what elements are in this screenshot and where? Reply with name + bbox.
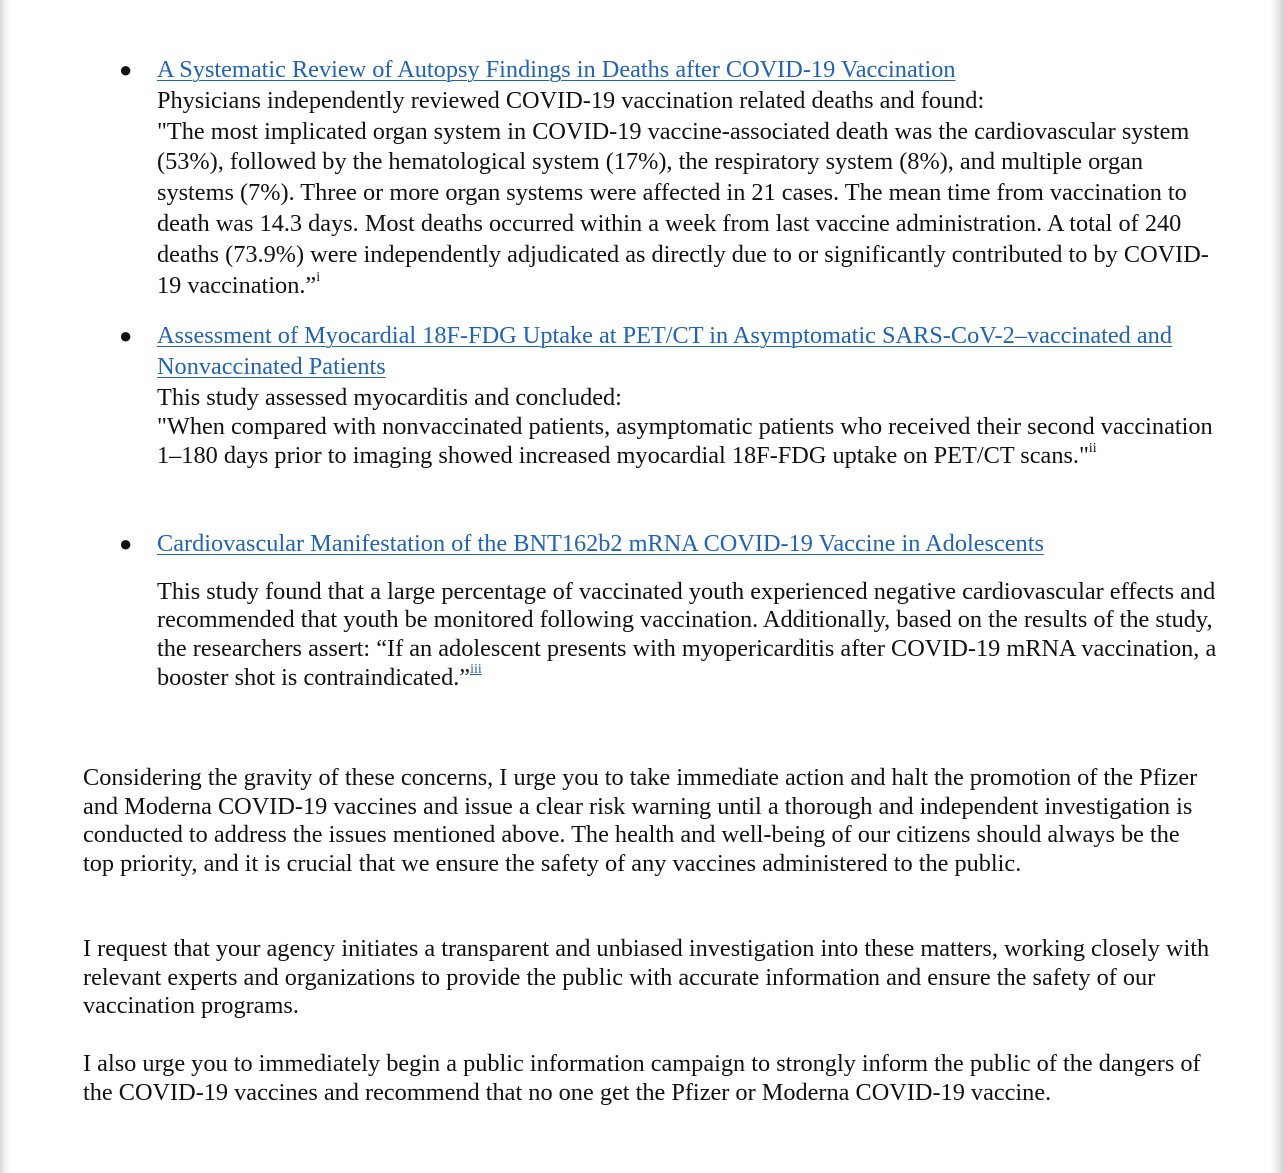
reference-link-autopsy-review[interactable]: A Systematic Review of Autopsy Findings in Deaths after COVID-19 Vaccination: [157, 56, 956, 83]
reference-quote: [157, 413, 1219, 470]
reference-intro: Physicians independently reviewed COVID-19 vaccination related deaths and found:: [157, 86, 985, 114]
reference-intro: This study assessed myocarditis and concluded:: [157, 383, 622, 411]
reference-item-autopsy-review: [119, 55, 1219, 301]
reference-link-adolescent-cardio[interactable]: Cardiovascular Manifestation of the BNT162b2 mRNA COVID-19 Vaccine in Adolescents: [157, 530, 1044, 557]
reference-item-adolescent-cardio: [119, 529, 1219, 692]
endnote-link[interactable]: iii: [470, 662, 482, 678]
bullet-icon: ●: [119, 531, 133, 556]
reference-link-myocardial-uptake[interactable]: Assessment of Myocardial 18F-FDG Uptake at PET/CT in Asymptomatic SARS-CoV-2–vaccinated and Nonvaccinated Patients: [157, 322, 1172, 380]
reference-summary: [157, 578, 1219, 692]
endnote-marker: ii: [1088, 440, 1097, 456]
body-paragraph-urge-halt: Considering the gravity of these concerns, I urge you to take immediate action and halt the promotion of the Pfizer and Moderna COVID-19 vaccines and issue a clear risk warning until a thorough and independent investigation is conducted to address the issues mentioned above. The health and well-being of our citizens should always be the top priority, and it is crucial that we ensure the safety of any vaccines administered to the public.: [83, 764, 1198, 877]
body-paragraph-request-investigation: I request that your agency initiates a transparent and unbiased investigation into these matters, working closely with relevant experts and organizations to provide the public with accurate information and ensure the safety of our vaccination programs.: [83, 935, 1210, 1020]
reference-quote: [157, 117, 1219, 302]
reference-quote-text: "When compared with nonvaccinated patients, asymptomatic patients who received their second vaccination 1–180 days prior to imaging showed increased myocardial 18F-FDG uptake on PET/CT scans.": [157, 413, 1213, 469]
bullet-icon: ●: [119, 57, 133, 82]
reference-quote-text: "The most implicated organ system in COVID-19 vaccine-associated death was the cardiovascular system (53%), followed by the hematological system (17%), the respiratory system (8%), and multiple organ systems (7%). Three or more organ systems were affected in 21 cases. The mean time from vaccination to death was 14.3 days. Most deaths occurred within a week from last vaccine administration. A total of 240 deaths (73.9%) were independently adjudicated as directly due to or significantly contributed to by COVID-19 vaccination.”: [157, 117, 1209, 299]
bullet-icon: ●: [119, 323, 133, 348]
reference-item-myocardial-uptake: [119, 321, 1219, 471]
body-paragraph-information-campaign: I also urge you to immediately begin a public information campaign to strongly inform the public of the dangers of the COVID-19 vaccines and recommend that no one get the Pfizer or Moderna COVID-19 vaccine.: [83, 1050, 1201, 1106]
endnote-marker: i: [316, 270, 321, 286]
reference-summary-text: This study found that a large percentage of vaccinated youth experienced negative cardiovascular effects and recommended that youth be monitored following vaccination. Additionally, based on the results of the study, the researchers assert: “If an adolescent presents with myopericarditis after COVID-19 mRNA vaccination, a booster shot is contraindicated.”: [157, 577, 1217, 691]
